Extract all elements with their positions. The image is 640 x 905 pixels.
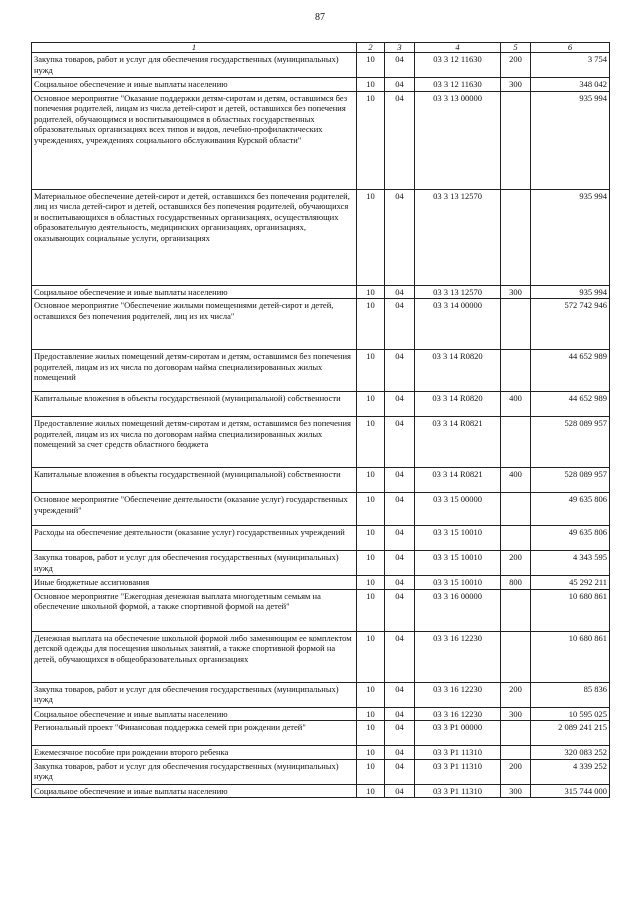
row-target-article-cell: 03 3 15 00000 (415, 493, 501, 526)
row-name-cell: Закупка товаров, работ и услуг для обеспечения государственных (муниципальных) нужд (32, 53, 357, 78)
row-amount-cell: 2 089 241 215 (531, 721, 610, 746)
row-amount-cell: 45 292 211 (531, 576, 610, 590)
row-amount-cell: 49 635 806 (531, 526, 610, 551)
table-row (32, 746, 610, 760)
row-amount-cell: 320 083 252 (531, 746, 610, 760)
row-target-article-cell: 03 3 14 R0820 (415, 350, 501, 392)
row-target-article-cell: 03 3 P1 00000 (415, 721, 501, 746)
row-subsection-cell: 04 (385, 759, 415, 784)
row-section-cell: 10 (357, 392, 385, 417)
row-target-article-cell: 03 3 P1 11310 (415, 784, 501, 798)
row-amount-cell: 4 343 595 (531, 551, 610, 576)
budget-table (31, 42, 610, 798)
row-target-article-cell: 03 3 16 00000 (415, 589, 501, 631)
row-name-cell: Основное мероприятие "Обеспечение деятельности (оказание услуг) государственных учреждений" (32, 493, 357, 526)
row-amount-cell: 935 994 (531, 91, 610, 189)
row-amount-cell: 528 089 957 (531, 468, 610, 493)
row-name-cell: Денежная выплата на обеспечение школьной формой либо заменяющим ее комплектом детской одежды для посещения школьных занятий, а также спортивной формой на детей, обучающихся в общеобразовательных организациях (32, 631, 357, 682)
table-row (32, 189, 610, 285)
row-section-cell: 10 (357, 784, 385, 798)
row-subsection-cell: 04 (385, 551, 415, 576)
row-name-cell: Закупка товаров, работ и услуг для обеспечения государственных (муниципальных) нужд (32, 759, 357, 784)
row-section-cell: 10 (357, 53, 385, 78)
row-target-article-cell: 03 3 14 R0821 (415, 417, 501, 468)
row-amount-cell: 935 994 (531, 285, 610, 299)
row-expense-type-cell (501, 746, 531, 760)
row-name-cell: Основное мероприятие "Обеспечение жилыми помещениями детей-сирот и детей, оставшихся без попечения родителей, лиц из их числа" (32, 299, 357, 350)
row-expense-type-cell (501, 589, 531, 631)
row-section-cell: 10 (357, 526, 385, 551)
row-amount-cell: 348 042 (531, 78, 610, 92)
column-header-amount: 6 (531, 43, 610, 53)
table-row (32, 299, 610, 350)
row-amount-cell: 10 595 025 (531, 707, 610, 721)
row-section-cell: 10 (357, 576, 385, 590)
row-subsection-cell: 04 (385, 189, 415, 285)
row-subsection-cell: 04 (385, 417, 415, 468)
row-section-cell: 10 (357, 468, 385, 493)
row-expense-type-cell: 200 (501, 53, 531, 78)
row-expense-type-cell (501, 299, 531, 350)
row-target-article-cell: 03 3 16 12230 (415, 682, 501, 707)
row-section-cell: 10 (357, 682, 385, 707)
table-row (32, 392, 610, 417)
row-subsection-cell: 04 (385, 526, 415, 551)
row-subsection-cell: 04 (385, 78, 415, 92)
row-name-cell: Предоставление жилых помещений детям-сиротам и детям, оставшимся без попечения родителей, лицам из их числа по договорам найма специализированных жилых помещений (32, 350, 357, 392)
row-expense-type-cell: 300 (501, 78, 531, 92)
row-subsection-cell: 04 (385, 493, 415, 526)
row-name-cell: Капитальные вложения в объекты государственной (муниципальной) собственности (32, 468, 357, 493)
row-amount-cell: 4 339 252 (531, 759, 610, 784)
row-expense-type-cell: 300 (501, 707, 531, 721)
row-section-cell: 10 (357, 285, 385, 299)
row-amount-cell: 10 680 861 (531, 589, 610, 631)
table-row (32, 682, 610, 707)
row-target-article-cell: 03 3 13 12570 (415, 189, 501, 285)
row-name-cell: Закупка товаров, работ и услуг для обеспечения государственных (муниципальных) нужд (32, 551, 357, 576)
table-row (32, 526, 610, 551)
row-section-cell: 10 (357, 707, 385, 721)
row-expense-type-cell: 300 (501, 784, 531, 798)
row-target-article-cell: 03 3 13 12570 (415, 285, 501, 299)
row-target-article-cell: 03 3 P1 11310 (415, 759, 501, 784)
row-name-cell: Социальное обеспечение и иные выплаты населению (32, 78, 357, 92)
row-target-article-cell: 03 3 14 R0821 (415, 468, 501, 493)
row-subsection-cell: 04 (385, 631, 415, 682)
row-amount-cell: 44 652 989 (531, 350, 610, 392)
row-subsection-cell: 04 (385, 682, 415, 707)
row-target-article-cell: 03 3 16 12230 (415, 631, 501, 682)
row-expense-type-cell (501, 631, 531, 682)
table-row (32, 493, 610, 526)
row-name-cell: Основное мероприятие "Оказание поддержки детям-сиротам и детям, оставшимся без попечения родителей, лицам из числа детей-сирот и детей, оставшихся без попечения родителей, обучающимся и воспитывающимся в областных государственных образовательных организациях всех типов и видов, лечебно-профилактических учреждениях, учреждениях социального обслуживания Курской области" (32, 91, 357, 189)
column-header-target-article: 4 (415, 43, 501, 53)
row-amount-cell: 85 836 (531, 682, 610, 707)
row-subsection-cell: 04 (385, 468, 415, 493)
row-name-cell: Иные бюджетные ассигнования (32, 576, 357, 590)
row-target-article-cell: 03 3 12 11630 (415, 53, 501, 78)
row-expense-type-cell: 200 (501, 682, 531, 707)
table-row (32, 91, 610, 189)
row-section-cell: 10 (357, 417, 385, 468)
row-section-cell: 10 (357, 299, 385, 350)
row-amount-cell: 3 754 (531, 53, 610, 78)
row-amount-cell: 49 635 806 (531, 493, 610, 526)
row-section-cell: 10 (357, 746, 385, 760)
row-expense-type-cell: 200 (501, 759, 531, 784)
row-subsection-cell: 04 (385, 589, 415, 631)
row-expense-type-cell (501, 493, 531, 526)
table-row (32, 78, 610, 92)
row-amount-cell: 572 742 946 (531, 299, 610, 350)
row-name-cell: Основное мероприятие "Ежегодная денежная выплата многодетным семьям на обеспечение школьной формой, а также спортивной формой на детей" (32, 589, 357, 631)
row-subsection-cell: 04 (385, 91, 415, 189)
column-header-expense-type: 5 (501, 43, 531, 53)
table-row (32, 350, 610, 392)
row-section-cell: 10 (357, 78, 385, 92)
row-name-cell: Материальное обеспечение детей-сирот и детей, оставшихся без попечения родителей, лиц из числа детей-сирот и детей, оставшихся без попечения родителей, обучающихся и воспитывающихся в областных государственных организациях, осуществляющих образовательную деятельность, медицинских организациях, организациях, оказывающих социальные услуги, организациях (32, 189, 357, 285)
table-header-row (32, 43, 610, 53)
table-row (32, 721, 610, 746)
row-name-cell: Предоставление жилых помещений детям-сиротам и детям, оставшимся без попечения родителей, лицам из их числа по договорам найма специализированных жилых помещений за счет средств областного бюджета (32, 417, 357, 468)
row-subsection-cell: 04 (385, 285, 415, 299)
row-subsection-cell: 04 (385, 53, 415, 78)
row-expense-type-cell: 200 (501, 551, 531, 576)
row-target-article-cell: 03 3 15 10010 (415, 576, 501, 590)
row-expense-type-cell (501, 350, 531, 392)
row-target-article-cell: 03 3 13 00000 (415, 91, 501, 189)
table-row (32, 468, 610, 493)
row-subsection-cell: 04 (385, 350, 415, 392)
row-expense-type-cell: 400 (501, 468, 531, 493)
row-expense-type-cell (501, 189, 531, 285)
row-target-article-cell: 03 3 P1 11310 (415, 746, 501, 760)
row-subsection-cell: 04 (385, 746, 415, 760)
row-expense-type-cell (501, 417, 531, 468)
table-row (32, 759, 610, 784)
column-header-name: 1 (32, 43, 357, 53)
row-target-article-cell: 03 3 15 10010 (415, 551, 501, 576)
row-amount-cell: 44 652 989 (531, 392, 610, 417)
row-section-cell: 10 (357, 631, 385, 682)
row-subsection-cell: 04 (385, 707, 415, 721)
row-expense-type-cell: 300 (501, 285, 531, 299)
row-amount-cell: 935 994 (531, 189, 610, 285)
row-amount-cell: 10 680 861 (531, 631, 610, 682)
row-section-cell: 10 (357, 91, 385, 189)
row-section-cell: 10 (357, 589, 385, 631)
column-header-subsection: 3 (385, 43, 415, 53)
table-row (32, 417, 610, 468)
column-header-section: 2 (357, 43, 385, 53)
table-row (32, 551, 610, 576)
row-amount-cell: 528 089 957 (531, 417, 610, 468)
row-section-cell: 10 (357, 551, 385, 576)
table-row (32, 631, 610, 682)
row-subsection-cell: 04 (385, 576, 415, 590)
row-target-article-cell: 03 3 14 00000 (415, 299, 501, 350)
row-section-cell: 10 (357, 493, 385, 526)
row-expense-type-cell: 400 (501, 392, 531, 417)
table-row (32, 53, 610, 78)
table-row (32, 707, 610, 721)
row-expense-type-cell (501, 721, 531, 746)
table-row (32, 784, 610, 798)
row-subsection-cell: 04 (385, 784, 415, 798)
row-name-cell: Региональный проект "Финансовая поддержка семей при рождении детей" (32, 721, 357, 746)
row-subsection-cell: 04 (385, 721, 415, 746)
table-row (32, 285, 610, 299)
row-amount-cell: 315 744 000 (531, 784, 610, 798)
row-name-cell: Социальное обеспечение и иные выплаты населению (32, 784, 357, 798)
row-subsection-cell: 04 (385, 392, 415, 417)
row-target-article-cell: 03 3 12 11630 (415, 78, 501, 92)
row-name-cell: Ежемесячное пособие при рождении второго ребенка (32, 746, 357, 760)
page-number: 87 (315, 12, 325, 23)
row-expense-type-cell (501, 91, 531, 189)
row-section-cell: 10 (357, 759, 385, 784)
row-name-cell: Социальное обеспечение и иные выплаты населению (32, 707, 357, 721)
table-row (32, 589, 610, 631)
row-expense-type-cell (501, 526, 531, 551)
row-section-cell: 10 (357, 189, 385, 285)
row-expense-type-cell: 800 (501, 576, 531, 590)
row-name-cell: Расходы на обеспечение деятельности (оказание услуг) государственных учреждений (32, 526, 357, 551)
row-target-article-cell: 03 3 16 12230 (415, 707, 501, 721)
row-target-article-cell: 03 3 14 R0820 (415, 392, 501, 417)
row-section-cell: 10 (357, 721, 385, 746)
row-name-cell: Капитальные вложения в объекты государственной (муниципальной) собственности (32, 392, 357, 417)
row-target-article-cell: 03 3 15 10010 (415, 526, 501, 551)
row-section-cell: 10 (357, 350, 385, 392)
row-subsection-cell: 04 (385, 299, 415, 350)
table-row (32, 576, 610, 590)
row-name-cell: Социальное обеспечение и иные выплаты населению (32, 285, 357, 299)
row-name-cell: Закупка товаров, работ и услуг для обеспечения государственных (муниципальных) нужд (32, 682, 357, 707)
